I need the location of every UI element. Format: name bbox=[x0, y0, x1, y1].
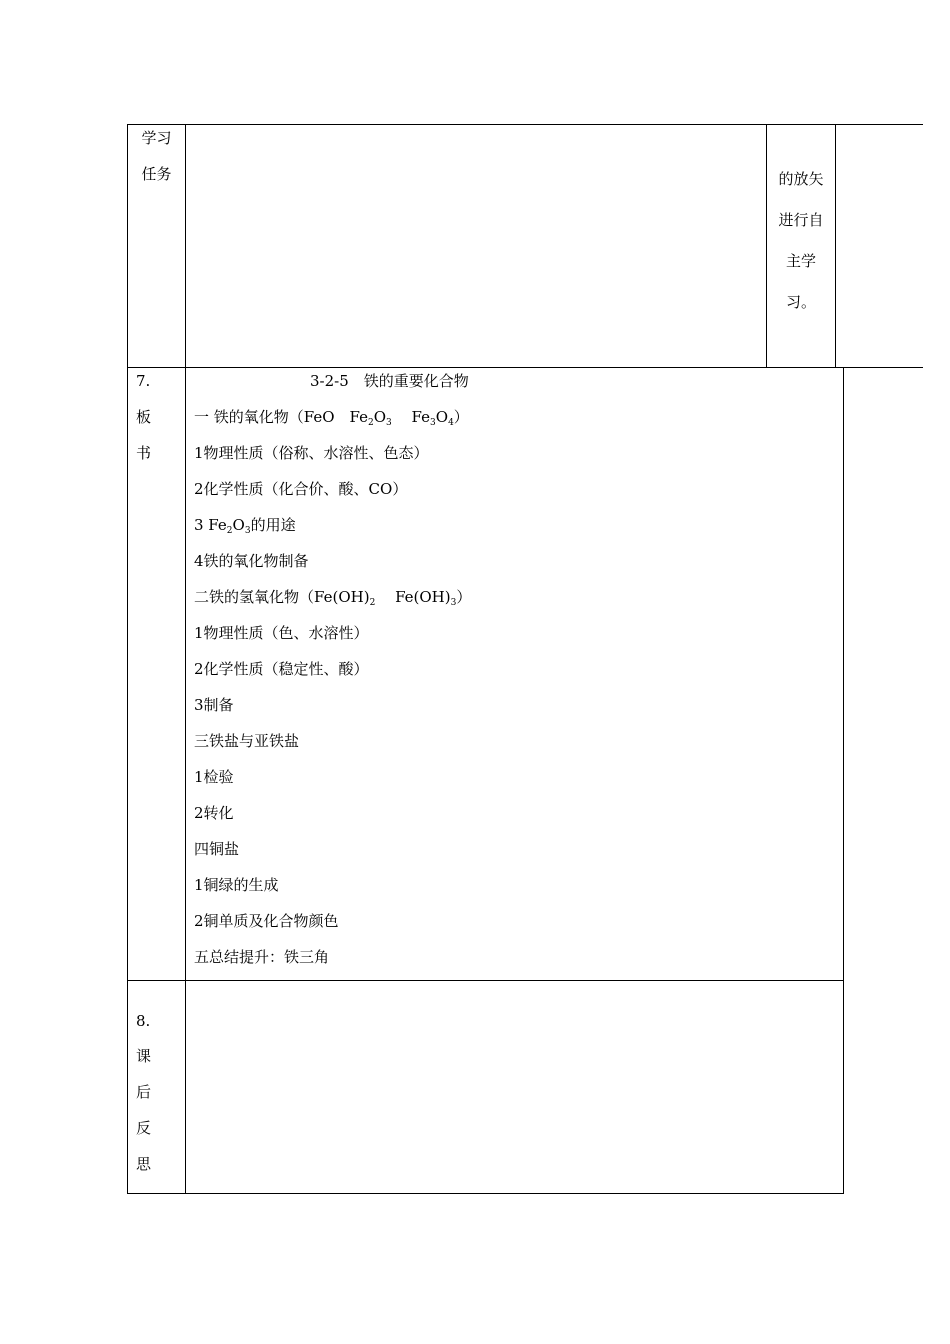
board-line: 2化学性质（稳定性、酸） bbox=[194, 660, 369, 678]
side-note-line2: 进行自 bbox=[778, 211, 824, 229]
board-title: 3-2-5 铁的重要化合物 bbox=[310, 372, 469, 390]
board-line-fe2o3-uses: 3 $Fe_2O_3$的用途 bbox=[194, 516, 296, 536]
board-line: 2铜单质及化合物颜色 bbox=[194, 912, 339, 930]
board-label-number: 7. bbox=[136, 372, 151, 390]
board-label-line1: 板 bbox=[136, 408, 152, 426]
table-border-bottom bbox=[127, 1193, 844, 1194]
board-line: 1物理性质（色、水溶性） bbox=[194, 624, 369, 642]
board-line: 五总结提升：铁三角 bbox=[194, 948, 330, 966]
row-divider-board-reflection bbox=[127, 980, 844, 981]
reflection-label-char: 后 bbox=[136, 1083, 152, 1101]
task-label-line2: 任务 bbox=[141, 165, 172, 183]
board-line: 1检验 bbox=[194, 768, 234, 786]
label-column-divider bbox=[185, 124, 186, 1194]
side-note-line4: 习。 bbox=[785, 293, 816, 311]
board-line: 四铜盐 bbox=[194, 840, 240, 858]
side-note-line1: 的放矢 bbox=[778, 170, 824, 188]
table-border-left bbox=[127, 124, 128, 1194]
row-divider-task-board bbox=[127, 367, 923, 368]
board-line: 1物理性质（俗称、水溶性、色态） bbox=[194, 444, 429, 462]
board-line: 3制备 bbox=[194, 696, 234, 714]
reflection-label-number: 8. bbox=[136, 1012, 151, 1030]
task-divider-1 bbox=[766, 124, 767, 368]
board-line: 2化学性质（化合价、酸、CO） bbox=[194, 480, 408, 498]
task-label-line1: 学习 bbox=[141, 129, 172, 147]
reflection-label-char: 思 bbox=[136, 1155, 152, 1173]
board-line-iron-hydroxides: 二铁的氢氧化物（$Fe(OH)_2$ $Fe(OH)_3$） bbox=[194, 588, 472, 608]
table-border-top bbox=[127, 124, 923, 125]
table-border-right bbox=[843, 367, 844, 1194]
board-line: 1铜绿的生成 bbox=[194, 876, 279, 894]
board-line: 三铁盐与亚铁盐 bbox=[194, 732, 300, 750]
reflection-label-char: 课 bbox=[136, 1047, 152, 1065]
reflection-label-char: 反 bbox=[136, 1119, 152, 1137]
side-note-line3: 主学 bbox=[785, 252, 816, 270]
task-divider-2 bbox=[835, 124, 836, 368]
board-line: 4铁的氧化物制备 bbox=[194, 552, 309, 570]
board-line-iron-oxides: 一 铁的氧化物（FeO $Fe_2O_3$ $Fe_3O_4$） bbox=[194, 408, 469, 428]
board-label-line2: 书 bbox=[136, 444, 152, 462]
board-line: 2转化 bbox=[194, 804, 234, 822]
